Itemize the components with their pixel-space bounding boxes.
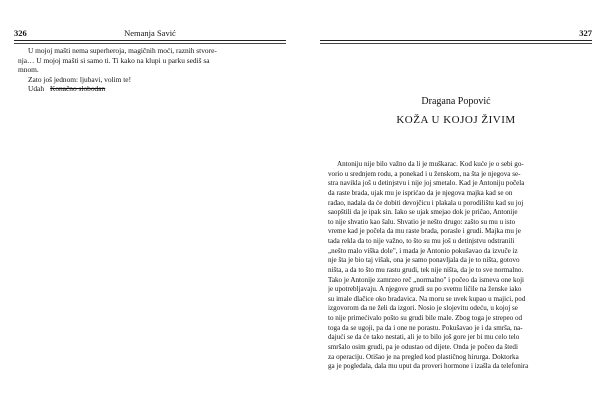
poem-line-5-start: Udah: [28, 84, 45, 94]
right-header-rule-thick: [320, 40, 592, 41]
poem-line-5: [18, 84, 280, 94]
left-page: [14, 0, 286, 419]
body-line: vreme kad je počela da mu raste brada, porasle i grudi. Majka mu je: [328, 227, 521, 236]
body-line: stra navikla još u detinjstvu i nije joj smetalo. Kad je Antoniju počela: [328, 179, 525, 188]
left-header-rule-thin: [14, 43, 286, 44]
body-line: tada rekla da to nije važno, to što su mu još u detinjstvu odstranili: [328, 237, 515, 245]
body-line: toga da se ugoji, pa da i one ne porastu. Pokušavao je i da smrša, na-: [328, 323, 523, 332]
right-running-head: [320, 26, 592, 40]
story-body: [328, 160, 586, 372]
story-author: Dragana Popović: [421, 96, 491, 107]
body-line: saopštili da je ipak sin. Iako se ujak smejao dok je pričao, Antonije: [328, 208, 518, 217]
body-line: vorio u srednjem rodu, a ponekad i u ženskom, na šta je njegova se-: [328, 169, 521, 178]
body-line: Antoniju nije bilo važno da li je muškarac. Kod kuće je o sebi go-: [337, 160, 524, 168]
body-line: rađao, nadala da će dobiti devojčicu i plakala u porodilištu kad su joj: [328, 198, 524, 207]
body-line: izgovorom da ne želi da izgori. Nosio je slojevitu odeću, u kojoj se: [328, 304, 518, 313]
body-line: Tako je Antonije zamrzeo reč „normalno" i počeo da ismeva one koji: [328, 275, 525, 284]
story-title: KOŽA U KOJOJ ŽIVIM: [396, 114, 516, 126]
body-line: da raste brada, ujak mu je isprićao da je njegova majka kad se on: [328, 188, 513, 197]
body-line: ga je pogledala, dala mu uput da proveri hormone i izašla da telefonira: [328, 362, 529, 371]
body-line: smršalo osim grudi, pa je odustao od dijete. Onda je počeo da štedi: [328, 342, 518, 351]
left-header-rule-thick: [14, 40, 286, 41]
body-line: to nije shvatio kao šalu. Shvatio je nešto drugo: zašto su mu u isto: [328, 217, 516, 226]
poem-line-5-struck: Konačno slobodan: [50, 84, 106, 94]
body-line: to nije primećivalo pošto su grudi bile male. Zbog toga je strepeo od: [328, 314, 523, 322]
body-line: je upotrebljavaju. A njegove grudi su po svemu ličile na ženske iako: [328, 285, 522, 294]
body-line: „nešto malo viška dole", i mada je Antonio pokušavao da izvuče iz: [328, 246, 518, 255]
right-header-rule-thin: [320, 43, 592, 44]
right-page: [320, 0, 592, 419]
body-line: ništa, a da to što mu rastu grudi, tek nije ništa, da je to sve normalno.: [328, 265, 524, 274]
poem-line-1: U mojoj mašti nema superheroja, magičnih moći, raznih stvore-: [28, 46, 217, 55]
body-line: dajući se da će tako nestati, ali je to bilo još gore jer bi mu celo telo: [328, 333, 520, 342]
poem-text: [18, 46, 280, 94]
right-page-number: 327: [579, 28, 592, 38]
body-line: za operaciju. Otišao je na pregled kod plastičnog hirurga. Doktorka: [328, 352, 519, 361]
poem-line-2: nja… U mojoj mašti si samo ti. Ti kako na klupi u parku sediš sa: [18, 55, 210, 65]
left-running-head-author: Nemanja Savić: [124, 28, 176, 38]
body-line: nje šta je bio taj višak, ona je samo ponavljala da je to ništa, gotovo: [328, 256, 520, 265]
left-running-head: [14, 26, 286, 40]
left-page-number: 326: [14, 28, 27, 38]
body-line: su imale dlačice oko bradavica. Na moru se uvek kupao u majici, pod: [328, 294, 526, 303]
poem-line-4: Zato još jednom: ljubavi, volim te!: [28, 74, 132, 84]
poem-line-3: mnom.: [18, 65, 39, 75]
